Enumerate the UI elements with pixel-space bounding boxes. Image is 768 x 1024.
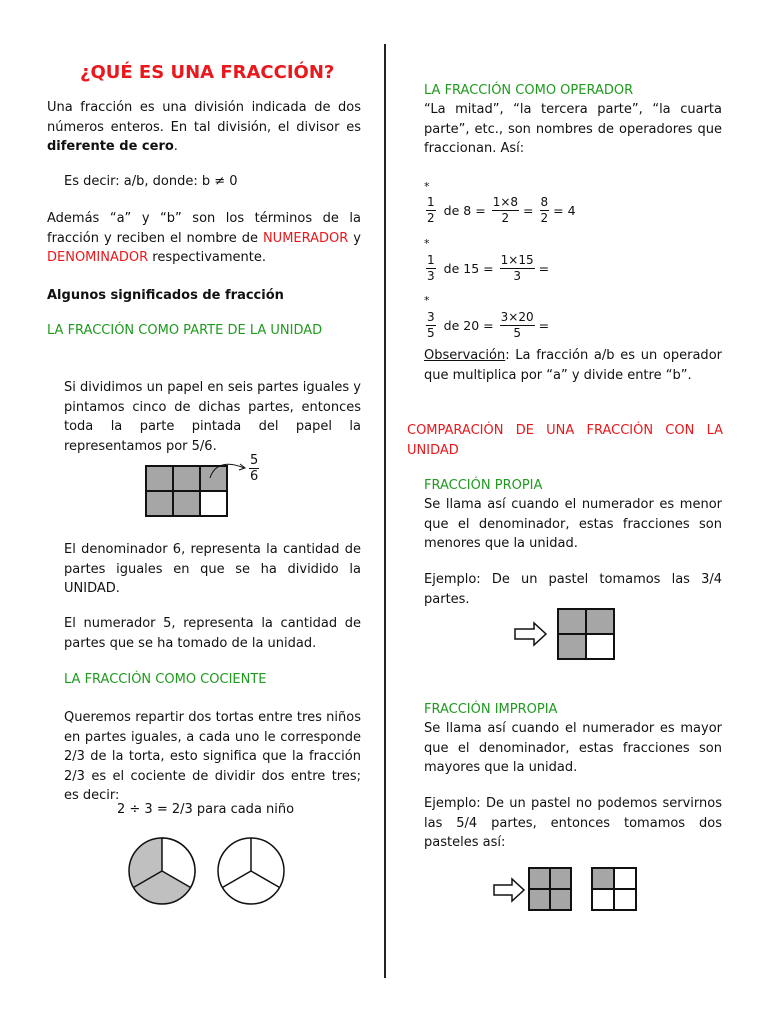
denominador-paragraph: El denominador 6, representa la cantidad de partes iguales en que se ha dividido la UNIDAD. [64,542,361,596]
ex1-de: de [443,203,460,218]
operador-paragraph: “La mitad”, “la tercera parte”, “la cuarta parte”, etc., son nombres de operadores que fraccionan. Así: [424,102,722,156]
fig-den: 6 [250,469,259,484]
cociente-heading: LA FRACCIÓN COMO COCIENTE [64,672,267,687]
pie-thirds-empty [218,838,284,904]
numerador-term: NUMERADOR [262,230,349,246]
three-quarters-figure [510,606,620,662]
algunos-heading: Algunos significados de fracción [47,288,284,303]
ex3-a-num: 3 [427,310,435,324]
ex3-b-num: 3×20 [500,310,534,324]
ex1-n: 8 [463,203,472,218]
five-quarters-figure [490,864,640,914]
numerador-paragraph: El numerador 5, representa la cantidad de partes que se ha tomado de la unidad. [64,616,361,651]
ex1-a-den: 2 [427,211,435,225]
ex3-eq1: = [483,318,494,333]
bullet-star-1: * [424,180,430,193]
page-title: ¿QUÉ ES UNA FRACCIÓN? [80,62,335,83]
bullet-star-3: * [424,294,430,307]
ex3-eq2: = [538,318,550,333]
propia-heading: FRACCIÓN PROPIA [424,478,543,493]
ex2-eq2: = [538,261,550,276]
ex1-eq1: = [475,203,486,218]
operator-example-2 [424,254,553,283]
impropia-paragraph: Se llama así cuando el numerador es mayor que el denominador, estas fracciones son mayores que la unidad. [424,721,722,775]
intro-text: Una fracción es una división indicada de dos números enteros. En tal división, el divisor es [47,100,361,135]
ademas-paragraph [47,209,361,268]
obs-text: : La fracción a/b es un operador que multiplica por “a” y divide entre “b”. [424,348,722,383]
ex3-de: de [443,318,460,333]
ex2-a-num: 1 [427,253,435,267]
and-text: y [348,230,361,246]
denominador-term: DENOMINADOR [47,250,149,265]
five-sixths-label [247,454,261,483]
full-pastel-grid [529,868,571,910]
division-line: 2 ÷ 3 = 2/3 para cada niño [117,802,295,817]
ex2-n: 15 [463,261,480,276]
tortas-paragraph: Queremos repartir dos tortas entre tres niños en partes iguales, a cada uno le corresponde 2/3 de la torta, esto significa que la fracción 2/3 es el cociente de dividir dos entre tres; es decir: [64,710,361,803]
comparacion-heading: COMPARACIÓN DE UNA FRACCIÓN CON LA UNIDAD [407,423,723,458]
ex2-b-den: 3 [513,269,521,283]
ex2-de: de [443,261,460,276]
three-quarters-grid [558,609,614,659]
operator-example-1 [424,196,580,225]
pie-two-thirds [129,838,195,904]
papel-paragraph: Si dividimos un papel en seis partes iguales y pintamos cinco de dichas partes, entonces toda la parte pintada del papel la representamos por 5/6. [64,380,361,454]
intro-end: . [173,139,178,154]
es-decir: Es decir: a/b, donde: b ≠ 0 [64,174,238,189]
bullet-star-2: * [424,237,430,250]
obs-label: Observación [424,348,506,363]
ex2-a-den: 3 [427,269,435,283]
arrow-right-icon [494,879,524,901]
propia-ejemplo: Ejemplo: De un pastel tomamos las 3/4 partes. [424,572,722,607]
parte-heading: LA FRACCIÓN COMO PARTE DE LA UNIDAD [47,323,323,338]
ex1-b-num: 1×8 [492,195,519,209]
column-divider [384,44,386,978]
ademas-pre: Además “a” y “b” son los términos de la fracción y reciben el nombre de [47,211,361,246]
ex3-n: 20 [463,318,480,333]
ex1-a-num: 1 [427,195,435,209]
ex2-b-num: 1×15 [500,253,534,267]
observacion-paragraph [424,346,722,385]
ex1-c-den: 2 [540,211,549,225]
ex1-result: = 4 [553,203,576,218]
ex1-c-num: 8 [540,195,549,209]
fig-num: 5 [250,453,259,468]
operador-heading: LA FRACCIÓN COMO OPERADOR [424,83,634,98]
propia-paragraph: Se llama así cuando el numerador es menor que el denominador, estas fracciones son menores que la unidad. [424,497,722,551]
arrow-right-icon [515,623,546,645]
ex1-eq2: = [523,203,534,218]
intro-bold: diferente de cero [47,139,174,154]
operator-example-3 [424,311,553,340]
ademas-post: respectivamente. [148,250,266,265]
ex1-b-den: 2 [501,211,510,225]
intro-paragraph [47,98,361,157]
ex2-eq1: = [483,261,494,276]
ex3-b-den: 5 [513,326,521,340]
impropia-heading: FRACCIÓN IMPROPIA [424,702,558,717]
pies-figure [126,834,296,908]
one-quarter-grid [592,868,636,910]
impropia-ejemplo: Ejemplo: De un pastel no podemos servirnos las 5/4 partes, entonces tomamos dos pasteles así: [424,796,722,850]
five-sixths-grid [146,466,227,516]
ex3-a-den: 5 [427,326,435,340]
